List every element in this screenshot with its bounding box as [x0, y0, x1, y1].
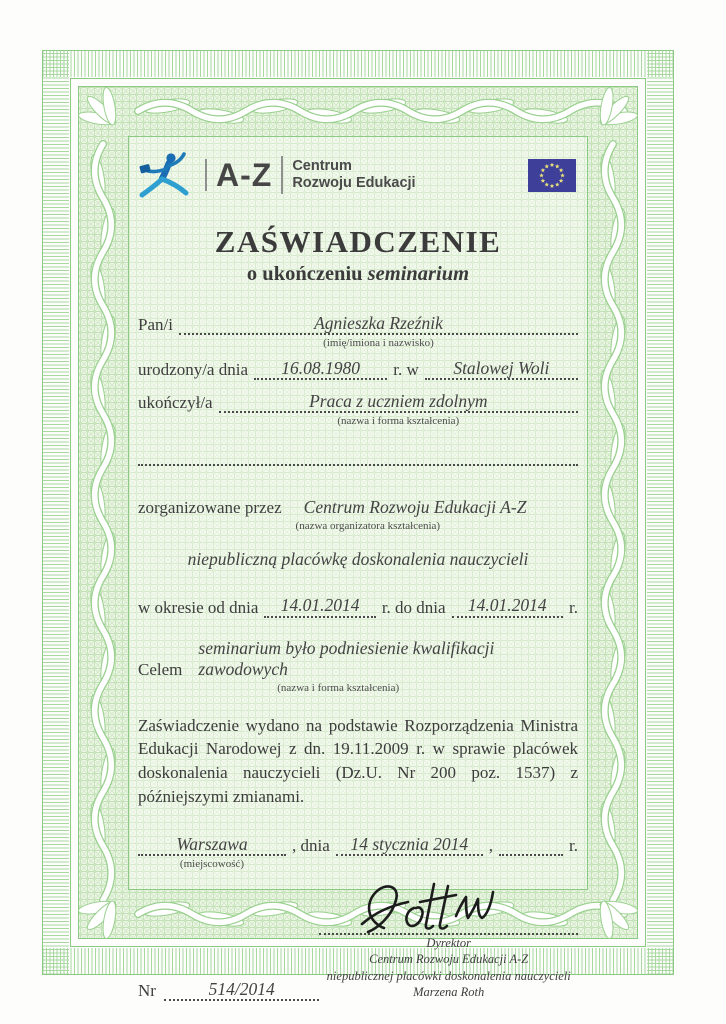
empty-dotted-line	[138, 464, 578, 466]
issue-comma: ,	[488, 835, 494, 855]
field-period-label: w okresie od dnia	[138, 597, 259, 617]
logo-name-line1: Centrum	[292, 157, 352, 174]
certificate-title: ZAŚWIADCZENIE	[214, 224, 502, 259]
issue-date-value: 14 stycznia 2014	[336, 834, 483, 856]
header	[138, 150, 578, 200]
field-purpose-label: Celem	[138, 659, 183, 679]
subtitle-prefix: o ukończeniu	[246, 263, 363, 285]
field-period-mid-label: r. do dnia	[381, 597, 446, 617]
signatory-org: Centrum Rozwoju Edukacji A-Z	[369, 952, 529, 967]
field-completed-caption: (nazwa i forma kształcenia)	[337, 415, 460, 428]
signatory-name: Marzena Roth	[413, 985, 485, 1000]
field-purpose-caption: (nazwa i forma kształcenia)	[277, 681, 400, 694]
field-name-value: Agnieszka Rzeźnik	[179, 313, 578, 335]
field-completed-label: ukończył/a	[138, 393, 213, 413]
number-value: 514/2014	[164, 979, 319, 1001]
issue-place-value: Warszawa	[138, 834, 286, 856]
logo-name	[292, 158, 415, 192]
logo-divider	[281, 156, 283, 194]
field-born-place: Stalowej Woli	[425, 358, 578, 380]
bottom-row	[138, 872, 578, 1001]
issue-place-caption: (miejscowość)	[179, 857, 245, 870]
number-label: Nr	[138, 980, 156, 1000]
field-name-caption: (imię/imiona i nazwisko)	[323, 337, 434, 350]
field-name-label: Pan/i	[138, 315, 173, 335]
organizer-type: niepubliczną placówkę doskonalenia nauczycieli	[187, 549, 529, 570]
field-period-to: 14.01.2014	[452, 595, 563, 617]
legal-basis-paragraph: Zaświadczenie wydano na podstawie Rozporządzenia Ministra Edukacji Narodowej z dn. 19.11.2009 r. w sprawie placówek doskonalenia nauczycieli (Dz.U. Nr 200 poz. 1537) z późniejszymi zmianami.	[138, 715, 578, 806]
field-period-from: 14.01.2014	[264, 595, 375, 617]
field-born-mid-label: r. w	[393, 360, 419, 380]
field-period	[138, 595, 578, 617]
field-purpose-value: seminarium było podniesienie kwalifikacji zawodowych	[198, 637, 495, 679]
subtitle-course-type: seminarium	[367, 263, 470, 285]
signatory-org2: niepublicznej placówki doskonalenia nauczycieli	[326, 968, 571, 983]
logo-name-line2: Rozwoju Edukacji	[292, 175, 416, 191]
field-organized-label: zorganizowane przez	[138, 498, 282, 518]
field-completed	[138, 391, 578, 427]
signature-block	[319, 872, 578, 1001]
running-man-icon	[138, 151, 196, 199]
issue-date-label: , dnia	[292, 835, 330, 855]
certificate-content	[128, 136, 588, 1000]
certificate-subtitle	[138, 263, 578, 286]
logo-brand: A-Z	[216, 156, 273, 193]
field-born	[138, 358, 578, 380]
field-period-suffix: r.	[569, 597, 578, 617]
signature-handwriting	[354, 872, 544, 938]
field-born-date: 16.08.1980	[254, 358, 387, 380]
signatory-title: Dyrektor	[426, 935, 472, 950]
field-completed-value: Praca z uczniem zdolnym	[219, 391, 578, 413]
issue-year-blank	[499, 854, 563, 856]
field-organized	[138, 497, 578, 532]
eu-flag-icon	[528, 159, 576, 192]
issue-year-suffix: r.	[569, 835, 578, 855]
field-number	[138, 934, 319, 1001]
field-place-date	[138, 834, 578, 870]
logo-divider	[205, 159, 207, 191]
field-name	[138, 313, 578, 349]
field-organized-value: Centrum Rozwoju Edukacji A-Z	[303, 497, 527, 518]
field-born-label: urodzony/a dnia	[138, 360, 248, 380]
field-organized-caption: (nazwa organizatora kształcenia)	[295, 520, 441, 533]
field-purpose	[138, 638, 578, 694]
